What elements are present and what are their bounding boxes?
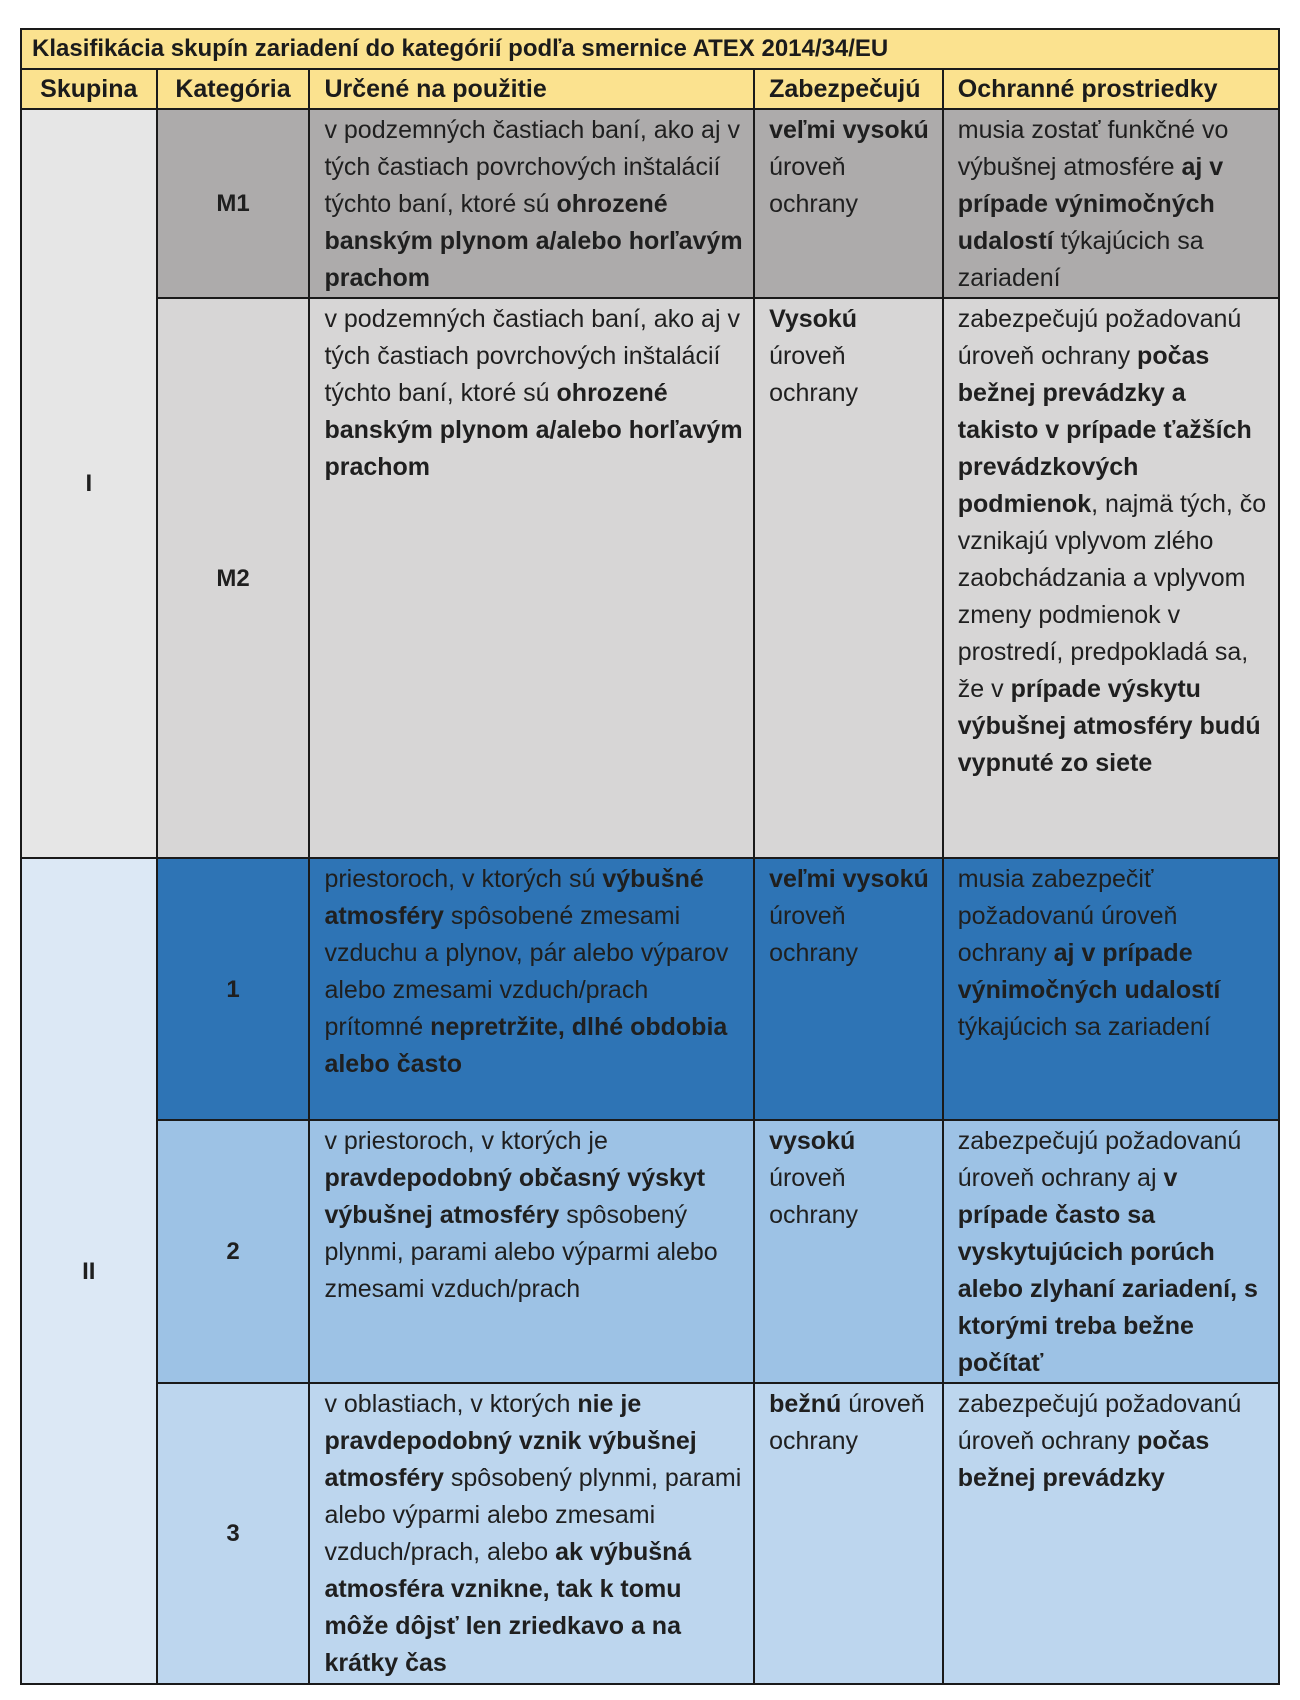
- bold-text-segment: aj v prípade výnimočných udalostí: [957, 153, 1224, 255]
- text-segment: úroveň ochrany: [769, 902, 859, 967]
- text-segment: týkajúcich sa zariadení: [957, 227, 1204, 292]
- table-row: [21, 109, 1279, 298]
- bold-text-segment: vysokú: [769, 1127, 856, 1155]
- table-row: [21, 298, 1279, 858]
- group-cell: I: [21, 109, 157, 858]
- text-segment: úroveň ochrany: [769, 153, 859, 218]
- bold-text-segment: výbušné atmosféry: [324, 865, 704, 930]
- category-cell: M1: [157, 109, 310, 298]
- header-row: [21, 69, 1279, 109]
- text-segment: v podzemných častiach baní, ako aj v tých častiach povrchových inštalácií týchto baní, ktoré sú: [324, 116, 740, 218]
- text-segment: zabezpečujú požadovanú úroveň ochrany: [957, 305, 1242, 370]
- text-segment: spôsobené zmesami vzduchu a plynov, pár alebo výparov alebo zmesami vzduch/prach prítomné: [324, 902, 729, 1041]
- category-cell: 1: [157, 858, 310, 1120]
- bold-text-segment: počas bežnej prevádzky: [957, 1427, 1210, 1492]
- text-segment: v oblastiach, v ktorých: [324, 1390, 578, 1418]
- bold-text-segment: nie je pravdepodobný vznik výbušnej atmosféry: [324, 1390, 697, 1492]
- category-cell: 2: [157, 1120, 310, 1383]
- intended-use-cell: [309, 1383, 754, 1684]
- text-segment: úroveň ochrany: [769, 342, 859, 407]
- header-protective-means: Ochranné prostriedky: [943, 69, 1279, 109]
- header-intended-use: Určené na použitie: [309, 69, 754, 109]
- category-cell: 3: [157, 1383, 310, 1684]
- table-row: [21, 858, 1279, 1120]
- header-group: Skupina: [21, 69, 157, 109]
- bold-text-segment: počas bežnej prevádzky a takisto v prípade ťažších prevádzkových podmienok: [957, 342, 1252, 518]
- protective-means-cell: [943, 858, 1279, 1120]
- bold-text-segment: aj v prípade výnimočných udalostí: [957, 939, 1221, 1004]
- text-segment: , najmä tých, čo vznikajú vplyvom zlého zaobchádzania a vplyvom zmeny podmienok v prostredí, predpokladá sa, že v: [957, 490, 1267, 703]
- bold-text-segment: prípade výskytu výbušnej atmosféry budú vypnuté zo siete: [957, 675, 1261, 777]
- protective-means-cell: [943, 1383, 1279, 1684]
- text-segment: úroveň ochrany: [769, 1164, 859, 1229]
- protection-level-cell: [754, 109, 943, 298]
- protection-level-cell: [754, 1383, 943, 1684]
- header-protection-level: Zabezpečujú: [754, 69, 943, 109]
- title-row: [21, 29, 1279, 69]
- text-segment: v podzemných častiach baní, ako aj v tých častiach povrchových inštalácií týchto baní, ktoré sú: [324, 305, 740, 407]
- text-segment: v priestoroch, v ktorých je: [324, 1127, 608, 1155]
- text-segment: priestoroch, v ktorých sú: [324, 865, 603, 893]
- text-segment: zabezpečujú požadovanú úroveň ochrany aj: [957, 1127, 1242, 1192]
- intended-use-cell: [309, 298, 754, 858]
- atex-classification-table-wrapper: [20, 28, 1280, 1685]
- bold-text-segment: veľmi vysokú: [769, 116, 929, 144]
- atex-classification-table: [20, 28, 1280, 1685]
- text-segment: týkajúcich sa zariadení: [957, 1013, 1211, 1041]
- text-segment: musia zabezpečiť požadovanú úroveň ochrany: [957, 865, 1178, 967]
- bold-text-segment: nepretržite, dlhé obdobia alebo často: [324, 1013, 728, 1078]
- intended-use-cell: [309, 109, 754, 298]
- protection-level-cell: [754, 1120, 943, 1383]
- bold-text-segment: Vysokú: [769, 305, 858, 333]
- bold-text-segment: pravdepodobný občasný výskyt výbušnej atmosféry: [324, 1164, 706, 1229]
- protective-means-cell: [943, 298, 1279, 858]
- protection-level-cell: [754, 298, 943, 858]
- bold-text-segment: veľmi vysokú: [769, 865, 929, 893]
- bold-text-segment: bežnú: [769, 1390, 842, 1418]
- text-segment: spôsobený plynmi, parami alebo výparmi alebo zmesami vzduch/prach: [324, 1201, 718, 1303]
- bold-text-segment: ak výbušná atmosféra vznikne, tak k tomu môže dôjsť len zriedkavo a na krátky čas: [324, 1538, 692, 1677]
- group-cell: II: [21, 858, 157, 1684]
- protection-level-cell: [754, 858, 943, 1120]
- intended-use-cell: [309, 858, 754, 1120]
- protective-means-cell: [943, 1120, 1279, 1383]
- category-cell: M2: [157, 298, 310, 858]
- bold-text-segment: ohrozené banským plynom a/alebo horľavým prachom: [324, 190, 743, 292]
- table-title: Klasifikácia skupín zariadení do kategórií podľa smernice ATEX 2014/34/EU: [21, 29, 1279, 69]
- text-segment: spôsobený plynmi, parami alebo výparmi alebo zmesami vzduch/prach, alebo: [324, 1464, 742, 1566]
- text-segment: zabezpečujú požadovanú úroveň ochrany: [957, 1390, 1242, 1455]
- table-row: [21, 1120, 1279, 1383]
- intended-use-cell: [309, 1120, 754, 1383]
- protective-means-cell: [943, 109, 1279, 298]
- text-segment: úroveň ochrany: [769, 1390, 925, 1455]
- text-segment: musia zostať funkčné vo výbušnej atmosfére: [957, 116, 1229, 181]
- bold-text-segment: ohrozené banským plynom a/alebo horľavým prachom: [324, 379, 743, 481]
- bold-text-segment: v prípade často sa vyskytujúcich porúch alebo zlyhaní zariadení, s ktorými treba bežne počítať: [957, 1164, 1258, 1377]
- header-category: Kategória: [157, 69, 310, 109]
- table-row: [21, 1383, 1279, 1684]
